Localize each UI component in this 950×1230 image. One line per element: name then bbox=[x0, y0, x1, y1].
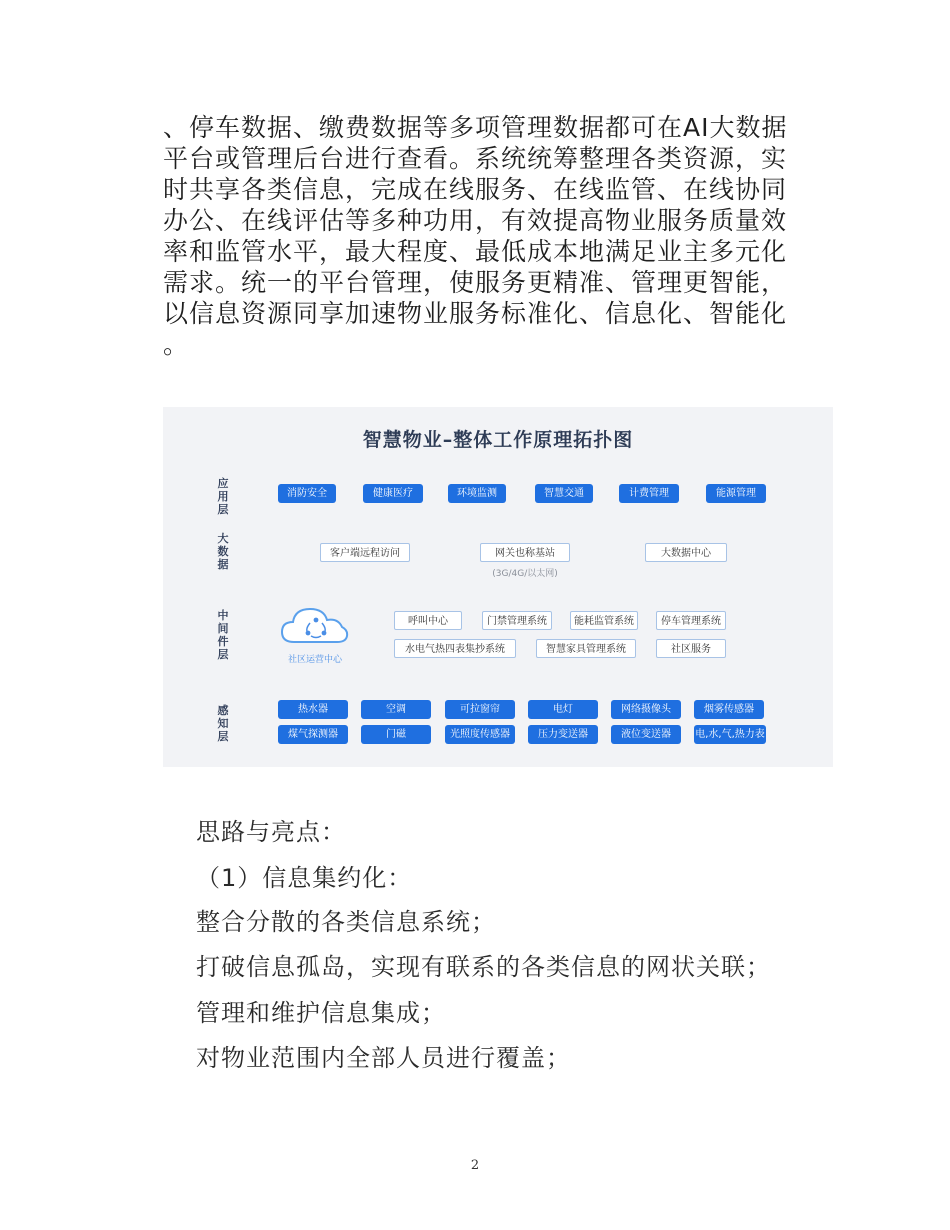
app-chip: 计费管理 bbox=[619, 484, 679, 503]
app-chip: 健康医疗 bbox=[363, 484, 423, 503]
list-item: 打破信息孤岛，实现有联系的各类信息的网状关联； bbox=[196, 953, 771, 981]
app-chip: 智慧交通 bbox=[535, 484, 593, 503]
middleware-chip: 呼叫中心 bbox=[394, 611, 462, 630]
app-chip: 消防安全 bbox=[278, 484, 336, 503]
page-number: 2 bbox=[470, 1158, 480, 1173]
topology-diagram bbox=[163, 407, 833, 767]
paragraph-line: 时共享各类信息，完成在线服务、在线监管、在线协同 bbox=[163, 175, 788, 204]
middleware-chip: 门禁管理系统 bbox=[482, 611, 552, 630]
sensor-chip: 液位变送器 bbox=[611, 725, 681, 744]
bigdata-chip: 网关也称基站 bbox=[480, 543, 570, 562]
paragraph-line: 率和监管水平，最大程度、最低成本地满足业主多元化 bbox=[163, 237, 788, 266]
middleware-chip: 社区服务 bbox=[656, 639, 726, 658]
app-chip: 能源管理 bbox=[706, 484, 766, 503]
highlights-heading: 思路与亮点： bbox=[196, 818, 346, 846]
paragraph-line: 平台或管理后台进行查看。系统统筹整理各类资源，实 bbox=[163, 144, 788, 173]
middleware-chip: 停车管理系统 bbox=[656, 611, 726, 630]
app-chip: 环境监测 bbox=[448, 484, 506, 503]
paragraph-line: 需求。统一的平台管理，使服务更精准、管理更智能， bbox=[163, 268, 788, 297]
sensor-chip: 电灯 bbox=[528, 700, 598, 719]
list-item: 整合分散的各类信息系统； bbox=[196, 908, 496, 936]
bigdata-chip: 客户端远程访问 bbox=[320, 543, 410, 562]
layer-label-bigdata: 大数据 bbox=[217, 532, 229, 571]
cloud-icon bbox=[280, 604, 350, 646]
gateway-subtitle: (3G/4G/以太网) bbox=[492, 569, 558, 579]
sensor-chip: 可拉窗帘 bbox=[445, 700, 515, 719]
sensor-chip: 压力变送器 bbox=[528, 725, 598, 744]
paragraph-line: 办公、在线评估等多种功用，有效提高物业服务质量效 bbox=[163, 206, 788, 235]
middleware-chip: 水电气热四表集抄系统 bbox=[394, 639, 516, 658]
sensor-chip: 门磁 bbox=[361, 725, 431, 744]
list-item: 管理和维护信息集成； bbox=[196, 999, 446, 1027]
sensor-chip: 网络摄像头 bbox=[611, 700, 681, 719]
layer-label-application: 应用层 bbox=[217, 477, 229, 516]
cloud-label: 社区运营中心 bbox=[287, 655, 342, 665]
layer-label-middleware: 中间件层 bbox=[217, 609, 229, 661]
paragraph-line: 、停车数据、缴费数据等多项管理数据都可在AI大数据 bbox=[163, 113, 788, 142]
highlights-subheading: （1）信息集约化： bbox=[196, 864, 413, 892]
sensor-chip: 空调 bbox=[361, 700, 431, 719]
diagram-title: 智慧物业–整体工作原理拓扑图 bbox=[362, 429, 634, 451]
middleware-chip: 智慧家具管理系统 bbox=[536, 639, 636, 658]
list-item: 对物业范围内全部人员进行覆盖； bbox=[196, 1044, 571, 1072]
sensor-chip: 光照度传感器 bbox=[445, 725, 515, 744]
bigdata-chip: 大数据中心 bbox=[645, 543, 727, 562]
layer-label-perception: 感知层 bbox=[217, 704, 229, 743]
paragraph-line: 以信息资源同享加速物业服务标准化、信息化、智能化 bbox=[163, 299, 788, 328]
sensor-chip: 煤气探测器 bbox=[278, 725, 348, 744]
middleware-chip: 能耗监管系统 bbox=[570, 611, 638, 630]
sensor-chip: 烟雾传感器 bbox=[694, 700, 764, 719]
paragraph-line: 。 bbox=[163, 330, 190, 359]
sensor-chip: 电,水,气,热力表 bbox=[694, 725, 766, 744]
sensor-chip: 热水器 bbox=[278, 700, 348, 719]
